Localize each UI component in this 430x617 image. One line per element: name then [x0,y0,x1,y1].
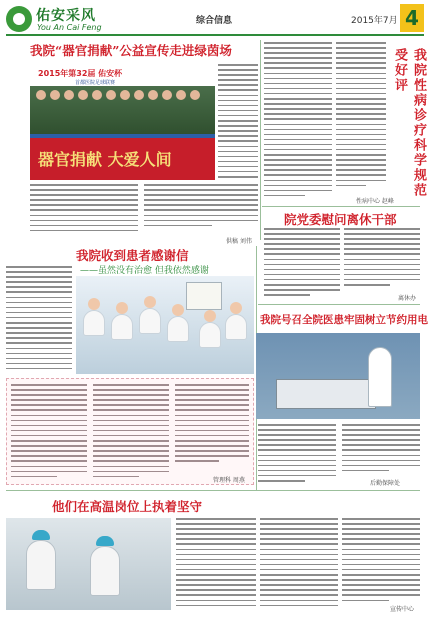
ward-photo [256,333,420,419]
safety-text-col2 [342,424,420,474]
banner-slogan-strip [30,138,215,180]
chef-figure [90,546,120,596]
party-text-col1 [264,228,340,300]
thanks-text-left [6,266,72,376]
thanks-subheadline: ——虽然没有治愈 但我依然感谢 [80,266,209,276]
safety-headline: 我院号召全院医患牢固树立节约用电 [260,314,428,326]
section-divider [258,304,420,305]
kitchen-workers-photo [6,518,171,610]
std-text-col1 [264,42,332,202]
letter-col1 [11,384,87,482]
team-crowd-image [30,86,215,134]
issue-date: 2015年7月 [351,16,398,26]
charity-headline: 我院“器官捐献”公益宣传走进绿茵场 [30,43,232,58]
page-number-badge: 4 [400,4,424,32]
std-byline: 性病中心 赵峰 [356,198,394,205]
heat-text-col1 [176,518,256,610]
charity-text-col2 [144,184,258,238]
heat-text-col3 [342,518,420,604]
banner-subtitle: 首都医院足球联赛 [75,80,116,86]
thanks-headline: 我院收到患者感谢信 [76,248,189,263]
heat-byline: 宣传中心 [390,606,415,613]
letter-col3 [175,384,249,474]
newspaper-logo-icon [6,6,32,32]
column-divider [260,40,261,240]
safety-byline: 后勤保障处 [370,480,401,487]
party-text-col2 [344,228,420,290]
nurses-photo [76,276,254,374]
masthead [6,4,424,34]
safety-text-col1 [258,424,336,486]
brand-title: 佑安采风 [36,8,96,24]
section-label: 综合信息 [196,16,233,26]
thank-you-letter-box [6,378,254,485]
std-text-col2 [336,42,386,192]
chef-figure [26,540,56,590]
heat-headline: 他们在高温岗位上执着坚守 [52,499,203,514]
party-headline: 院党委慰问离休干部 [284,212,397,227]
thanks-byline: 管理科 周燕 [213,477,245,484]
wall-notice-board [186,282,222,310]
charity-byline: 供稿 刘伟 [226,238,252,245]
party-byline: 离休办 [398,295,417,302]
section-divider [262,206,420,207]
banner-title: 2015年第32届 佑安杯 [38,69,123,78]
football-banner-photo [30,64,215,180]
section-divider [6,490,420,491]
banner-header [30,64,215,86]
charity-text-col1 [30,184,138,238]
masthead-rule [6,34,424,36]
banner-slogan: 器官捐献 大爱人间 [38,150,172,169]
letter-col2 [93,384,169,482]
std-headline: 我院性病诊疗科学规范受好评 [392,48,426,198]
ward-staff-figure [368,347,392,407]
charity-text-right [218,64,258,182]
ward-bed [276,379,376,409]
heat-text-col2 [260,518,338,610]
brand-subtitle: You An Cai Feng [37,23,102,32]
